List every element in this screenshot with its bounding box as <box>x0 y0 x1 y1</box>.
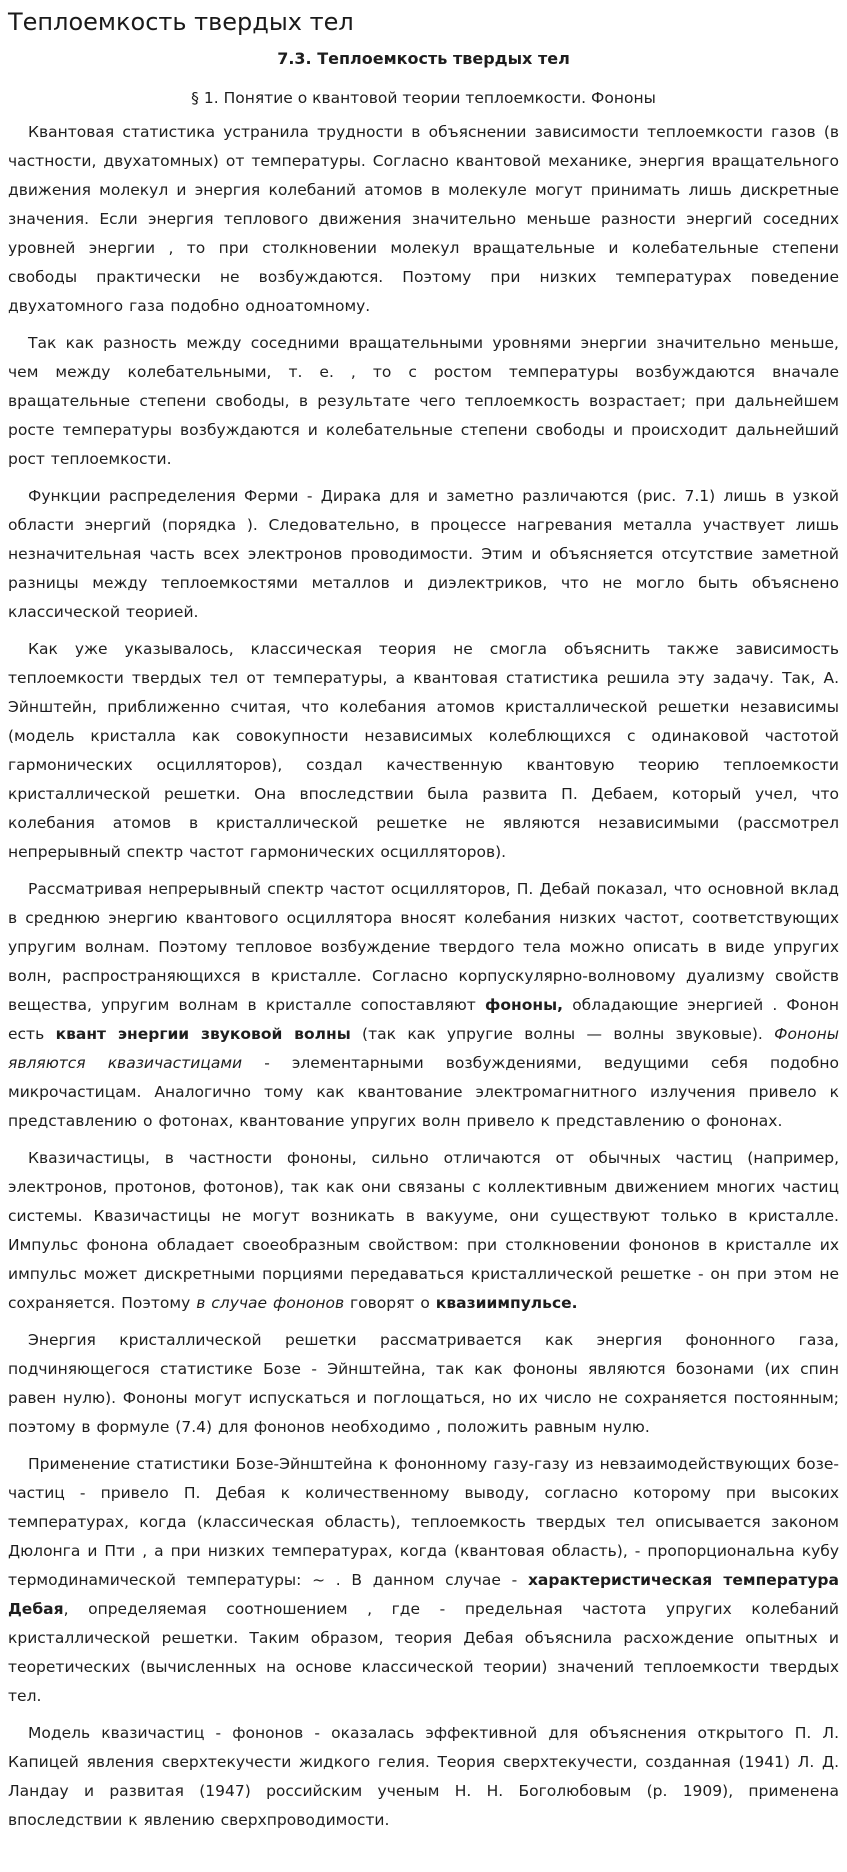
paragraph-5-text-a: Рассматривая непрерывный спектр частот осцилляторов, П. Дебай показал, что основной вклад в среднюю энергию квантового осциллятора вносят колебания низких частот, соответствующих упругим волнам. Поэтому тепловое возбуждение твердого тела можно описать в виде упругих волн, распространяющихся в кристалле. Согласно корпускулярно-волновому дуализму свойств вещества, упругим волнам в кристалле сопоставляют <box>8 880 839 1014</box>
term-phonons: фононы, <box>485 996 564 1014</box>
term-debye-temperature: характеристическая температура Дебая <box>8 1571 839 1618</box>
paragraph-3: Функции распределения Ферми - Дирака для и заметно различаются (рис. 7.1) лишь в узкой области энергий (порядка ). Следовательно, в процессе нагревания металла участвует лишь незначительная часть всех электронов проводимости. Этим и объясняется отсутствие заметной разницы между теплоемкостями металлов и диэлектриков, что не могло быть объяснено классической теорией. <box>8 487 839 621</box>
paragraph-5 <box>8 875 839 1136</box>
paragraph-5-text-e: - элементарными возбуждениями, ведущими себя подобно микрочастицам. Аналогично тому как квантование электромагнитного излучения привело к представлению о фотонах, квантование упругих волн привело к представлению о фононах. <box>8 1054 839 1130</box>
paragraph-7: Энергия кристаллической решетки рассматривается как энергия фононного газа, подчиняющегося статистике Бозе - Эйнштейна, так как фононы являются бозонами (их спин равен нулю). Фононы могут испускаться и поглощаться, но их число не сохраняется постоянным; поэтому в формуле (7.4) для фононов необходимо , положить равным нулю. <box>8 1331 839 1436</box>
paragraph-6-text-b: говорят о <box>344 1294 436 1312</box>
term-quasimomentum: квазиимпульсе. <box>435 1294 578 1312</box>
emphasis-phonon-case: в случае фононов <box>196 1294 345 1312</box>
paragraph-6 <box>8 1144 839 1318</box>
paragraph-5-text-d: (так как упругие волны — волны звуковые). <box>350 1025 775 1043</box>
paragraph-8 <box>8 1450 839 1711</box>
paragraph-5-text-c: обладающие энергией . Фонон есть <box>8 996 840 1043</box>
paragraph-4: Как уже указывалось, классическая теория не смогла объяснить также зависимость теплоемкости твердых тел от температуры, а квантовая статистика решила эту задачу. Так, А. Эйнштейн, приближенно считая, что колебания атомов кристаллической решетки независимы (модель кристалла как совокупности независимых колеблющихся с одинаковой частотой гармонических осцилляторов), создал качественную квантовую теорию теплоемкости кристаллической решетки. Она впоследствии была развита П. Дебаем, который учел, что колебания атомов в кристаллической решетке не являются независимыми (рассмотрел непрерывный спектр частот гармонических осцилляторов). <box>8 640 839 861</box>
term-sound-quantum: квант энергии звуковой волны <box>55 1025 351 1043</box>
paragraph-8-text-b: , определяемая соотношением , где - предельная частота упругих колебаний кристаллической решетки. Таким образом, теория Дебая объяснила расхождение опытных и теоретических (вычисленных на основе классической теории) значений теплоемкости твердых тел. <box>8 1600 839 1705</box>
page-title: Теплоемкость твердых тел <box>8 8 354 36</box>
emphasis-quasiparticles: Фононы являются квазичастицами <box>8 1025 839 1072</box>
paragraph-9: Модель квазичастиц - фононов - оказалась эффективной для объяснения открытого П. Л. Капицей явления сверхтекучести жидкого гелия. Теория сверхтекучести, созданная (1941) Л. Д. Ландау и развитая (1947) российским ученым Н. Н. Боголюбовым (р. 1909), применена впоследствии к явлению сверхпроводимости. <box>8 1724 839 1829</box>
paragraph-2: Так как разность между соседними вращательными уровнями энергии значительно меньше, чем между колебательными, т. е. , то с ростом температуры возбуждаются вначале вращательные степени свободы, в результате чего теплоемкость возрастает; при дальнейшем росте температуры возбуждаются и колебательные степени свободы и происходит дальнейший рост теплоемкости. <box>8 334 839 468</box>
paragraph-6-text-a: Квазичастицы, в частности фононы, сильно отличаются от обычных частиц (например, электронов, протонов, фотонов), так как они связаны с коллективным движением многих частиц системы. Квазичастицы не могут возникать в вакууме, они существуют только в кристалле. Импульс фонона обладает своеобразным свойством: при столкновении фононов в кристалле их импульс может дискретными порциями передаваться кристаллической решетке - он при этом не сохраняется. Поэтому <box>8 1149 839 1312</box>
paragraph-1: Квантовая статистика устранила трудности в объяснении зависимости теплоемкости газов (в частности, двухатомных) от температуры. Согласно квантовой механике, энергия вращательного движения молекул и энергия колебаний атомов в молекуле могут принимать лишь дискретные значения. Если энергия теплового движения значительно меньше разности энергий соседних уровней энергии , то при столкновении молекул вращательные и колебательные степени свободы практически не возбуждаются. Поэтому при низких температурах поведение двухатомного газа подобно одноатомному. <box>8 123 839 315</box>
chapter-heading: 7.3. Теплоемкость твердых тел <box>277 49 570 68</box>
section-heading: § 1. Понятие о квантовой теории теплоемкости. Фононы <box>191 89 656 107</box>
paragraph-8-text-a: Применение статистики Бозе-Эйнштейна к фононному газу-газу из невзаимодействующих бозе-частиц - привело П. Дебая к количественному выводу, согласно которому при высоких температурах, когда (классическая область), теплоемкость твердых тел описывается законом Дюлонга и Пти , а при низких температурах, когда (квантовая область), - пропорциональна кубу термодинамической температуры: ~ . В данном случае - <box>8 1455 839 1589</box>
